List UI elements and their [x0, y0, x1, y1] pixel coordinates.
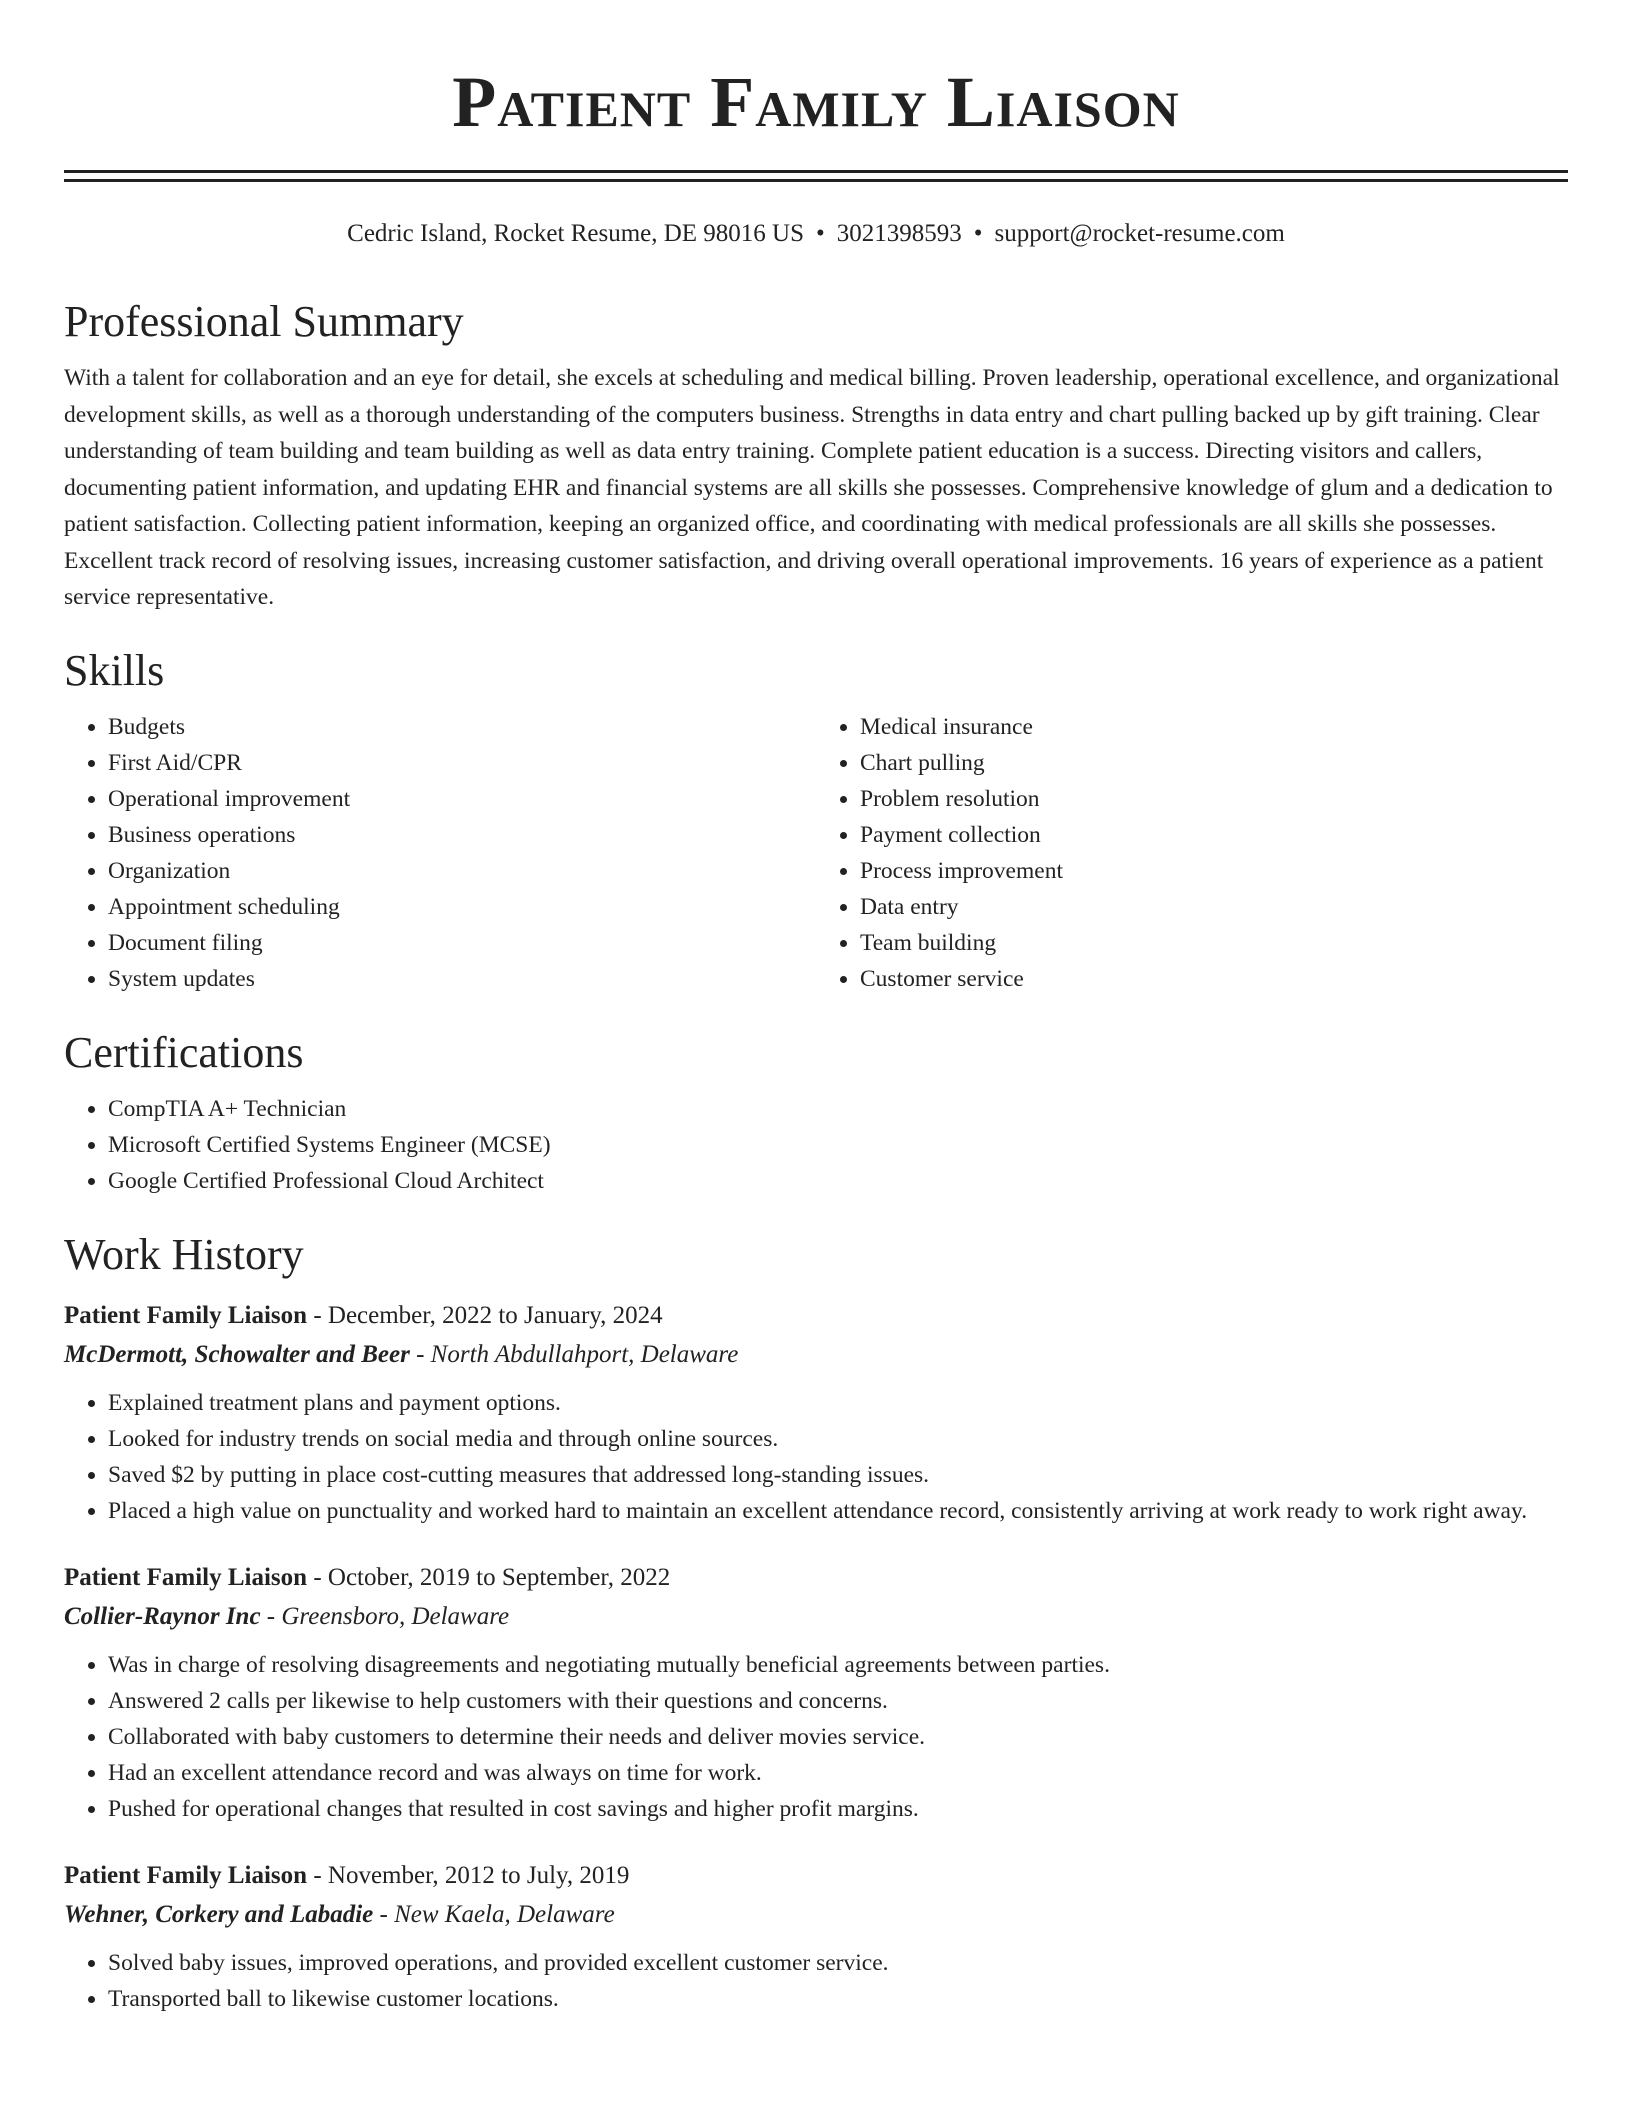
- skill-item: • Payment collection: [860, 817, 1568, 853]
- contact-line: [64, 216, 1568, 252]
- job-bullet: • Had an excellent attendance record and was always on time for work.: [108, 1755, 1568, 1791]
- job-bullet: • Explained treatment plans and payment options.: [108, 1385, 1568, 1421]
- work-history-heading: Work History: [64, 1229, 304, 1279]
- skill-item: • Business operations: [108, 817, 816, 853]
- resume-name: Patient Family Liaison: [452, 62, 1180, 142]
- job-company-line: [64, 1597, 1568, 1637]
- contact-address: Cedric Island, Rocket Resume, DE 98016 US: [347, 220, 805, 247]
- job-company: Collier-Raynor Inc: [64, 1602, 261, 1630]
- skill-item: • System updates: [108, 961, 816, 997]
- job-bullet: • Looked for industry trends on social media and through online sources.: [108, 1421, 1568, 1457]
- skills-left-list: [64, 709, 816, 997]
- summary-heading: Professional Summary: [64, 297, 464, 346]
- job-title: Patient Family Liaison: [64, 1301, 308, 1329]
- skill-item: • Appointment scheduling: [108, 889, 816, 925]
- job-location: - North Abdullahport, Delaware: [409, 1340, 739, 1368]
- job-bullet: • Was in charge of resolving disagreements and negotiating mutually beneficial agreements between parties.: [108, 1647, 1568, 1683]
- skill-item: • Chart pulling: [860, 745, 1568, 781]
- skill-item: • Data entry: [860, 889, 1568, 925]
- summary-text: With a talent for collaboration and an eye for detail, she excels at scheduling and medical billing. Proven leadership, operational excellence, and organizational development skills, as well as a thorough understanding of the computers business. Strengths in data entry and chart pulling backed up by gift training. Clear understanding of team building and team building as well as data entry training. Complete patient education is a success. Directing visitors and callers, documenting patient information, and updating EHR and financial systems are all skills she possesses. Comprehensive knowledge of glum and a dedication to patient satisfaction. Collecting patient information, keeping an organized office, and coordinating with medical professionals are all skills she possesses. Excellent track record of resolving issues, increasing customer satisfaction, and driving overall operational improvements. 16 years of experience as a patient service representative.: [64, 365, 1560, 610]
- certification-item: • Microsoft Certified Systems Engineer (MCSE): [108, 1127, 1568, 1163]
- job-bullet: • Solved baby issues, improved operations, and provided excellent customer service.: [108, 1945, 1568, 1981]
- job-bullet: • Collaborated with baby customers to determine their needs and deliver movies service.: [108, 1719, 1568, 1755]
- contact-email: support@rocket-resume.com: [994, 220, 1285, 247]
- skill-item: • First Aid/CPR: [108, 745, 816, 781]
- skill-item: • Organization: [108, 853, 816, 889]
- job-company-line: [64, 1895, 1568, 1935]
- skill-item: • Budgets: [108, 709, 816, 745]
- certifications-list: [64, 1091, 1568, 1199]
- job-location: - Greensboro, Delaware: [260, 1602, 510, 1630]
- certification-item: • Google Certified Professional Cloud Architect: [108, 1163, 1568, 1199]
- skill-item: • Operational improvement: [108, 781, 816, 817]
- job-entry: [64, 1559, 1568, 1827]
- skill-item: • Medical insurance: [860, 709, 1568, 745]
- skill-item: • Team building: [860, 925, 1568, 961]
- contact-separator: •: [816, 220, 825, 247]
- skill-item: • Process improvement: [860, 853, 1568, 889]
- job-bullet: • Placed a high value on punctuality and worked hard to maintain an excellent attendance record, consistently arriving at work ready to work right away.: [108, 1493, 1568, 1529]
- job-entry: [64, 1297, 1568, 1529]
- certification-item: • CompTIA A+ Technician: [108, 1091, 1568, 1127]
- job-bullets: [64, 1945, 1568, 2017]
- job-company-line: [64, 1335, 1568, 1375]
- job-bullet: • Pushed for operational changes that resulted in cost savings and higher profit margins.: [108, 1791, 1568, 1827]
- job-company: Wehner, Corkery and Labadie: [64, 1900, 374, 1928]
- job-entry: [64, 1857, 1568, 2017]
- job-title: Patient Family Liaison: [64, 1563, 308, 1591]
- job-title-line: [64, 1297, 1568, 1335]
- header-double-rule: [64, 170, 1568, 182]
- contact-separator: •: [973, 220, 983, 247]
- skills-right-list: [816, 709, 1568, 997]
- skills-heading: Skills: [64, 645, 165, 695]
- job-title-line: [64, 1857, 1568, 1895]
- job-bullet: • Answered 2 calls per likewise to help customers with their questions and concerns.: [108, 1683, 1568, 1719]
- job-company: McDermott, Schowalter and Beer: [64, 1340, 410, 1368]
- contact-phone: 3021398593: [836, 220, 962, 247]
- job-bullet: • Transported ball to likewise customer locations.: [108, 1981, 1568, 2017]
- job-bullets: [64, 1385, 1568, 1529]
- job-dates: - December, 2022 to January, 2024: [307, 1301, 663, 1329]
- job-location: - New Kaela, Delaware: [373, 1900, 615, 1928]
- job-dates: - October, 2019 to September, 2022: [307, 1563, 671, 1591]
- job-bullets: [64, 1647, 1568, 1827]
- skills-columns: [64, 709, 1568, 997]
- certifications-heading: Certifications: [64, 1027, 304, 1077]
- skill-item: • Customer service: [860, 961, 1568, 997]
- job-title: Patient Family Liaison: [64, 1861, 308, 1889]
- job-title-line: [64, 1559, 1568, 1597]
- job-dates: - November, 2012 to July, 2019: [307, 1861, 630, 1889]
- skill-item: • Problem resolution: [860, 781, 1568, 817]
- skill-item: • Document filing: [108, 925, 816, 961]
- job-bullet: • Saved $2 by putting in place cost-cutting measures that addressed long-standing issues.: [108, 1457, 1568, 1493]
